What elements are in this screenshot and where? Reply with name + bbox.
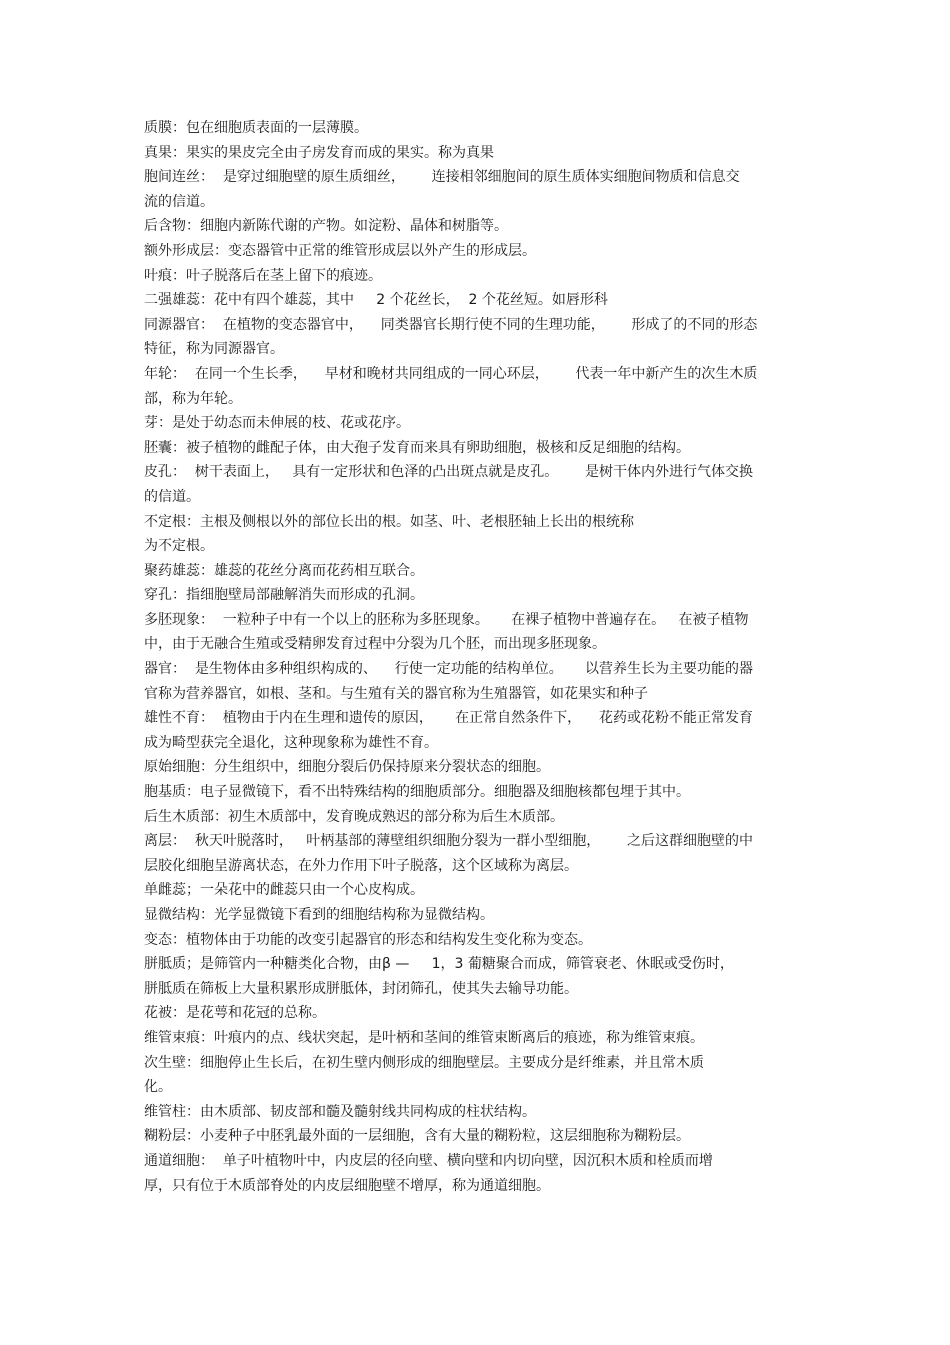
entry-text-line: 穿孔：指细胞壁局部融解消失而形成的孔洞。 [144, 587, 424, 604]
glossary-entry [144, 460, 804, 509]
entry-text-line: 显微结构：光学显微镜下看到的细胞结构称为显微结构。 [144, 907, 494, 923]
glossary-entry [144, 264, 804, 289]
glossary-entry [144, 1051, 804, 1100]
glossary-entry [144, 657, 804, 706]
entry-text-line: 胞间连丝： 是穿过细胞壁的原生质细丝， 连接相邻细胞间的原生质体实细胞间物质和信息交 [144, 169, 740, 186]
entry-text-line: 次生壁：细胞停止生长后，在初生壁内侧形成的细胞壁层。主要成分是纤维素，并且常木质 [144, 1054, 704, 1071]
entry-text-line: 后含物：细胞内新陈代谢的产物。如淀粉、晶体和树脂等。 [144, 218, 508, 235]
glossary-entry [144, 116, 804, 141]
glossary-entry [144, 608, 804, 657]
glossary-entry [144, 780, 804, 805]
glossary-entry [144, 1124, 804, 1149]
glossary-entry [144, 878, 804, 903]
entry-text-line: 胚囊：被子植物的雌配子体，由大孢子发育而来具有卵助细胞，极核和反足细胞的结构。 [144, 439, 690, 456]
entry-text-line: 后生木质部：初生木质部中，发育晚成熟迟的部分称为后生木质部。 [144, 808, 564, 825]
document-body [144, 116, 804, 1198]
entry-text-line: 年轮： 在同一个生长季， 早材和晚材共同组成的一同心环层， 代表一年中新产生的次生木质 [144, 365, 758, 382]
glossary-entry [144, 952, 804, 1001]
glossary-entry [144, 1149, 804, 1198]
entry-text-line: 叶痕：叶子脱落后在茎上留下的痕迹。 [144, 267, 382, 284]
entry-text-line: 原始细胞：分生组织中，细胞分裂后仍保持原来分裂状态的细胞。 [144, 759, 550, 776]
entry-text-line: 特征，称为同源器官。 [144, 341, 284, 358]
entry-text-line: 胼胝质在筛板上大量积累形成胼胝体，封闭筛孔，使其失去输导功能。 [144, 980, 578, 997]
entry-text-line: 的信道。 [144, 488, 200, 505]
entry-text-line: 皮孔： 树干表面上， 具有一定形状和色泽的凸出斑点就是皮孔。 是树干体内外进行气体交换 [144, 464, 753, 481]
glossary-entry [144, 165, 804, 214]
entry-text-line: 部，称为年轮。 [144, 390, 242, 407]
entry-text-line: 层胶化细胞呈游离状态，在外力作用下叶子脱落，这个区域称为离层。 [144, 857, 578, 874]
entry-text-line: 芽：是处于幼态而未伸展的枝、花或花序。 [144, 415, 410, 432]
glossary-entry [144, 313, 804, 362]
glossary-entry [144, 928, 804, 953]
entry-text-line: 花被：是花萼和花冠的总称。 [144, 1005, 326, 1022]
glossary-entry [144, 141, 804, 166]
glossary-entry [144, 288, 804, 313]
glossary-entry [144, 1026, 804, 1051]
entry-text-line: 额外形成层：变态器管中正常的维管形成层以外产生的形成层。 [144, 242, 536, 259]
glossary-entry [144, 805, 804, 830]
entry-text-line: 通道细胞： 单子叶植物叶中，内皮层的径向壁、横向壁和内切向壁，因沉积木质和栓质而增 [144, 1152, 713, 1169]
entry-text-line: 离层： 秋天叶脱落时， 叶柄基部的薄壁组织细胞分裂为一群小型细胞， 之后这群细胞壁的中 [144, 833, 753, 850]
entry-text-line: 化。 [144, 1079, 172, 1096]
glossary-entry [144, 510, 804, 559]
entry-text-line: 官称为营养器官，如根、茎和。与生殖有关的器官称为生殖器管，如花果实和种子 [144, 685, 648, 702]
entry-text-line: 不定根：主根及侧根以外的部位长出的根。如茎、叶、老根胚轴上长出的根统称 [144, 513, 634, 530]
entry-text-line: 多胚现象： 一粒种子中有一个以上的胚称为多胚现象。 在裸子植物中普遍存在。 在被子植物 [144, 611, 749, 628]
entry-text-line: 维管柱：由木质部、韧皮部和髓及髓射线共同构成的柱状结构。 [144, 1103, 536, 1120]
entry-text-line: 为不定根。 [144, 538, 214, 555]
glossary-entry [144, 559, 804, 584]
glossary-entry [144, 411, 804, 436]
entry-text-line: 糊粉层：小麦种子中胚乳最外面的一层细胞，含有大量的糊粉粒，这层细胞称为糊粉层。 [144, 1128, 690, 1145]
entry-text-line: 胞基质：电子显微镜下，看不出特殊结构的细胞质部分。细胞器及细胞核都包埋于其中。 [144, 784, 690, 801]
entry-text-line: 聚药雄蕊：雄蕊的花丝分离而花药相互联合。 [144, 562, 424, 579]
entry-text-line: 二强雄蕊：花中有四个雄蕊，其中 2 个花丝长， 2 个花丝短。如唇形科 [144, 292, 608, 309]
entry-text-line: 变态：植物体由于功能的改变引起器官的形态和结构发生变化称为变态。 [144, 931, 592, 948]
glossary-entry [144, 903, 804, 928]
glossary-entry [144, 362, 804, 411]
entry-text-line: 维管束痕：叶痕内的点、线状突起，是叶柄和茎间的维管束断离后的痕迹，称为维管束痕。 [144, 1029, 704, 1046]
entry-text-line: 真果：果实的果皮完全由子房发育而成的果实。称为真果 [144, 144, 494, 161]
entry-text-line: 中，由于无融合生殖或受精卵发育过程中分裂为几个胚，而出现多胚现象。 [144, 636, 606, 653]
glossary-entry [144, 214, 804, 239]
entry-text-line: 流的信道。 [144, 193, 214, 210]
glossary-entry [144, 829, 804, 878]
glossary-entry [144, 436, 804, 461]
glossary-entry [144, 706, 804, 755]
entry-text-line: 质膜：包在细胞质表面的一层薄膜。 [144, 120, 368, 136]
glossary-entry [144, 1100, 804, 1125]
glossary-entry [144, 239, 804, 264]
entry-text-line: 器官： 是生物体由多种组织构成的、 行使一定功能的结构单位。 以营养生长为主要功能的器 [144, 661, 753, 678]
entry-text-line: 单雌蕊；一朵花中的雌蕊只由一个心皮构成。 [144, 882, 424, 899]
entry-text-line: 厚，只有位于木质部脊处的内皮层细胞壁不增厚，称为通道细胞。 [144, 1177, 550, 1194]
entry-text-line: 成为畸型获完全退化，这种现象称为雄性不育。 [144, 734, 438, 751]
entry-text-line: 胼胝质；是筛管内一种糖类化合物，由β — 1，3 葡糖聚合而成，筛管衰老、休眠或受伤时， [144, 956, 734, 973]
glossary-entry [144, 1001, 804, 1026]
glossary-entry [144, 755, 804, 780]
entry-text-line: 同源器官： 在植物的变态器官中， 同类器官长期行使不同的生理功能， 形成了的不同的形态 [144, 316, 758, 333]
glossary-entry [144, 583, 804, 608]
entry-text-line: 雄性不育： 植物由于内在生理和遗传的原因， 在正常自然条件下， 花药或花粉不能正常发育 [144, 710, 753, 727]
